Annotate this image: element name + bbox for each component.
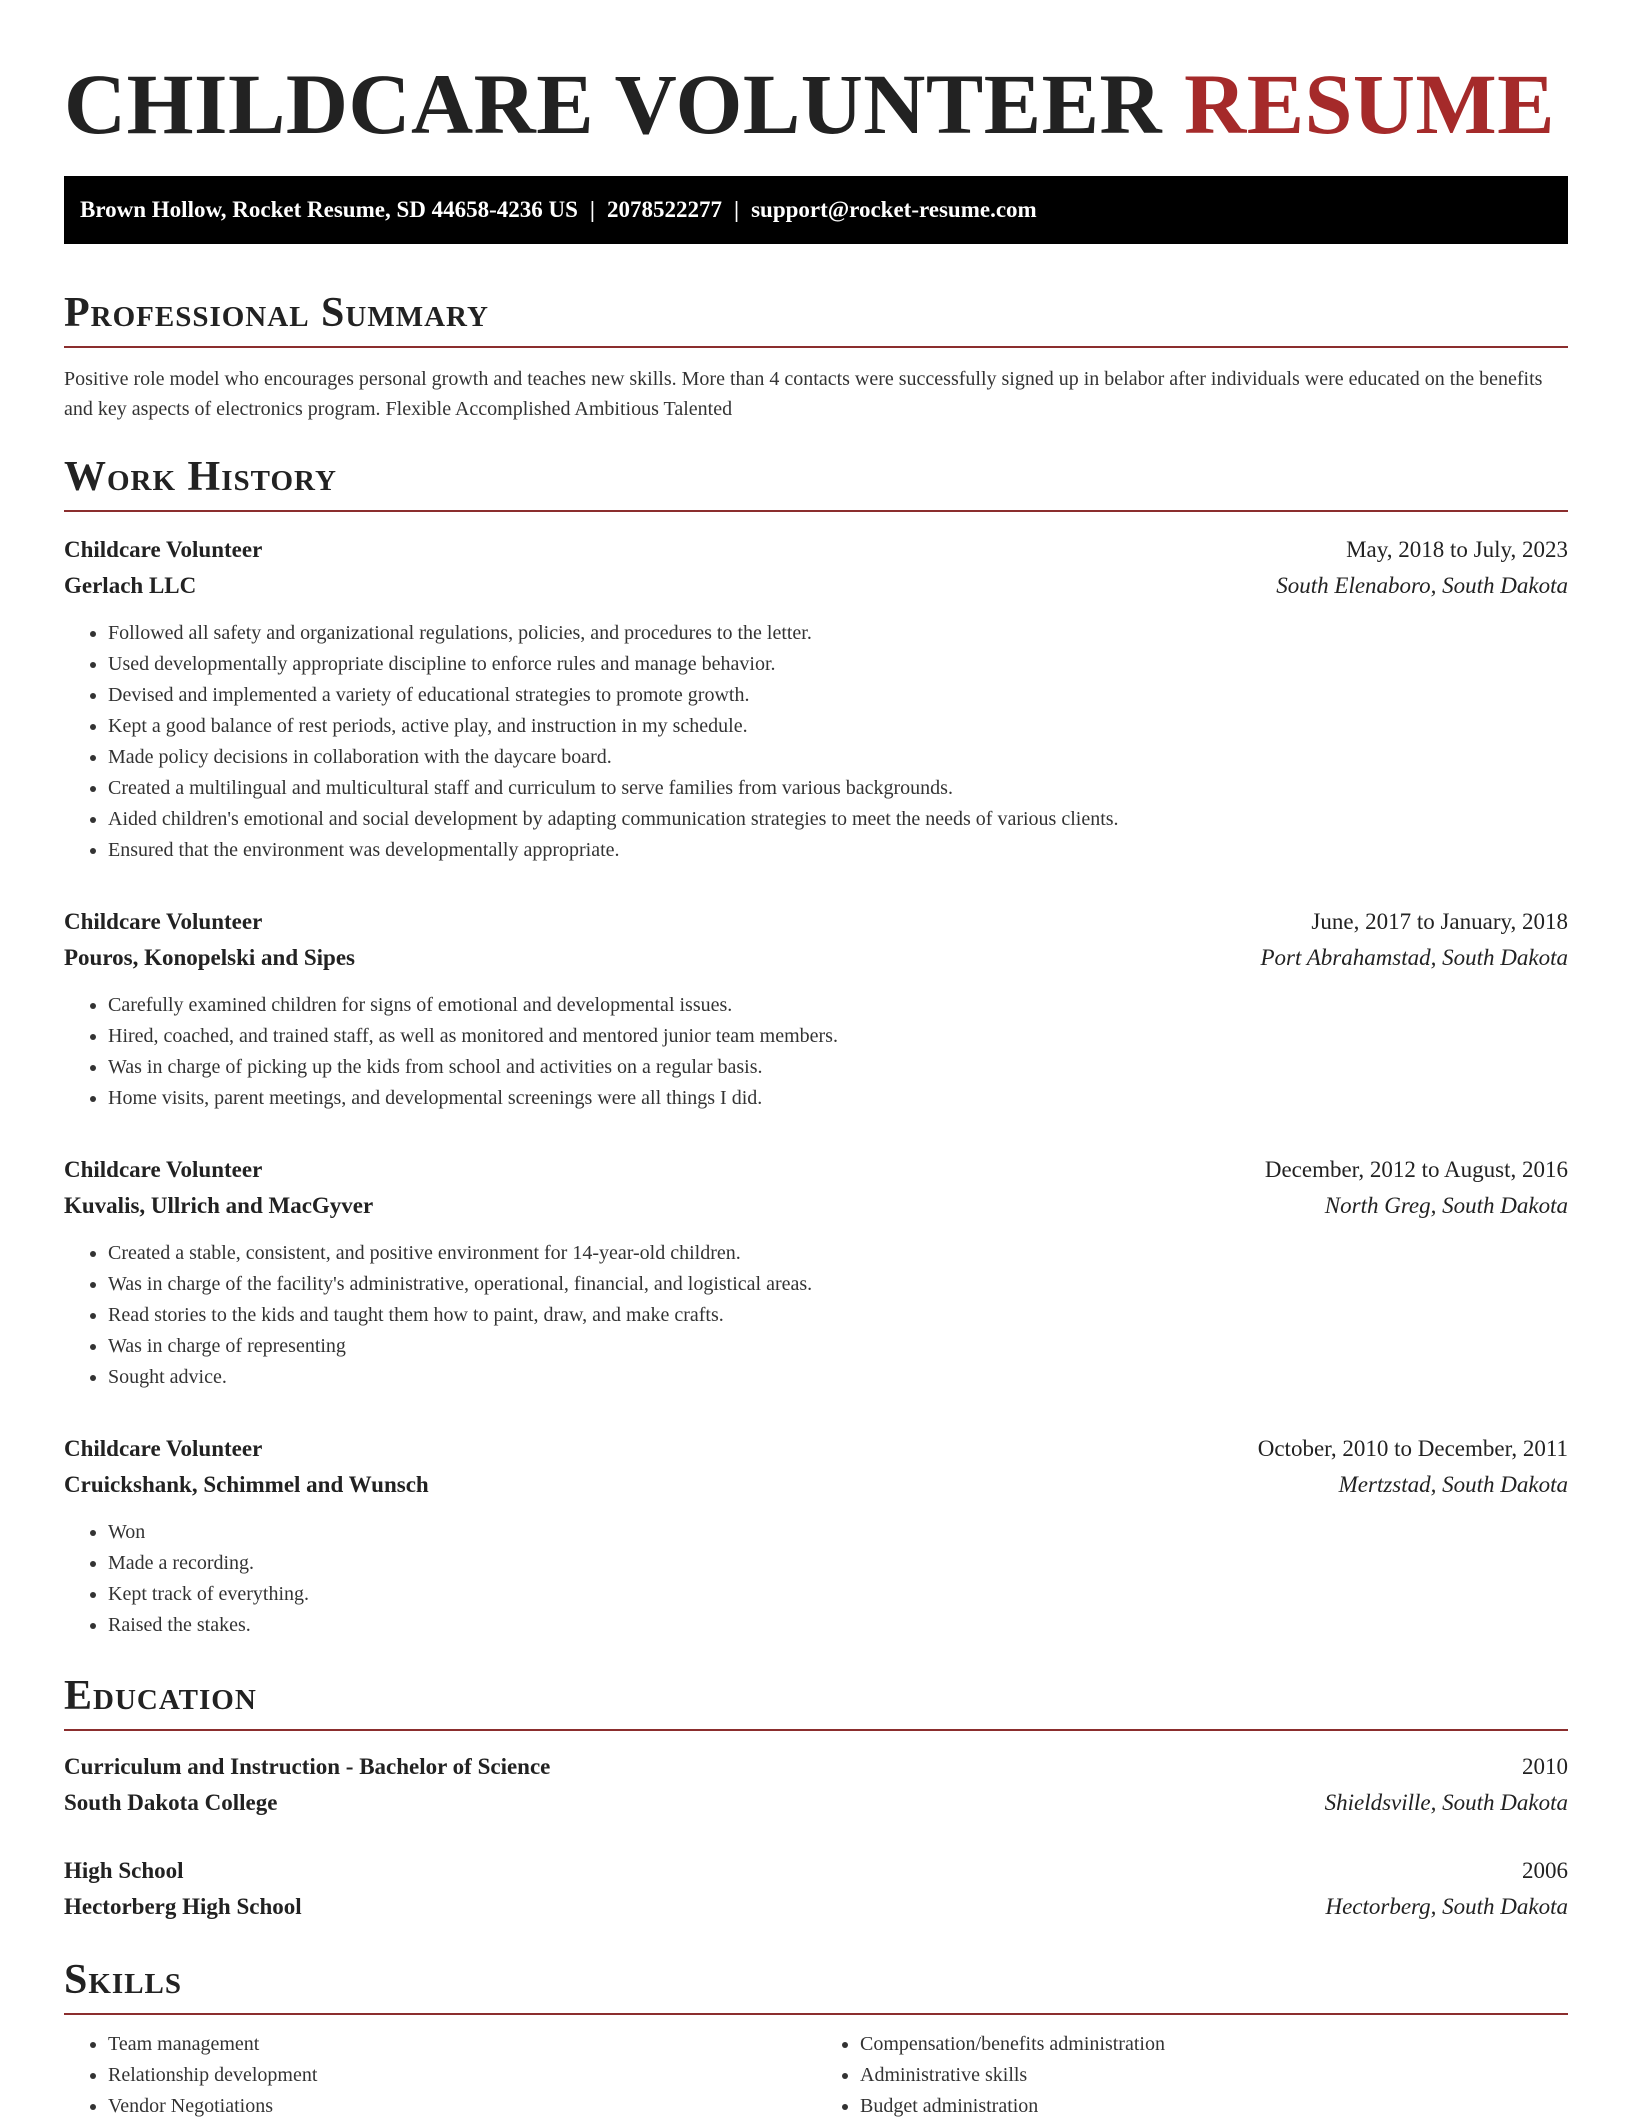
job-bullet: • Carefully examined children for signs of emotional and developmental issues. <box>108 990 1568 1021</box>
skills-list <box>64 2029 1568 2122</box>
job-bullet: • Kept track of everything. <box>108 1579 1568 1610</box>
job-entry <box>64 904 1568 1114</box>
job-bullet: • Read stories to the kids and taught them how to paint, draw, and make crafts. <box>108 1300 1568 1331</box>
job-entry <box>64 1152 1568 1393</box>
job-bullet: • Was in charge of representing <box>108 1331 1568 1362</box>
job-bullet: • Made a recording. <box>108 1548 1568 1579</box>
resume-page <box>64 0 1568 2122</box>
job-title: Childcare Volunteer <box>64 909 263 934</box>
job-bullet: • Won <box>108 1517 1568 1548</box>
skills-column-right <box>816 2029 1568 2122</box>
education-entry <box>64 1853 1568 1925</box>
resume-title <box>64 0 1568 176</box>
job-bullet: • Hired, coached, and trained staff, as well as monitored and mentored junior team members. <box>108 1021 1568 1052</box>
job-bullets <box>64 990 1568 1114</box>
job-bullet: • Was in charge of the facility's administrative, operational, financial, and logistical areas. <box>108 1269 1568 1300</box>
degree: High School <box>64 1858 184 1883</box>
job-bullets <box>64 1517 1568 1641</box>
job-bullets <box>64 1238 1568 1393</box>
job-company: Pouros, Konopelski and Sipes <box>64 945 356 970</box>
contact-address: Brown Hollow, Rocket Resume, SD 44658-4236 US <box>80 197 578 222</box>
title-accent: RESUME <box>1184 56 1556 152</box>
job-bullet: • Ensured that the environment was developmentally appropriate. <box>108 835 1568 866</box>
education-year: 2010 <box>1522 1754 1568 1779</box>
job-bullet: • Created a stable, consistent, and positive environment for 14-year-old children. <box>108 1238 1568 1269</box>
degree: Curriculum and Instruction - Bachelor of Science <box>64 1754 551 1779</box>
skill-item: • Administrative skills <box>860 2060 1568 2091</box>
skill-item: • Compensation/benefits administration <box>860 2029 1568 2060</box>
job-dates: October, 2010 to December, 2011 <box>1257 1436 1568 1461</box>
contact-separator: | <box>734 197 740 222</box>
job-dates: December, 2012 to August, 2016 <box>1264 1157 1568 1182</box>
job-bullet: • Made policy decisions in collaboration with the daycare board. <box>108 742 1568 773</box>
skill-item: • Vendor Negotiations <box>108 2091 816 2122</box>
job-bullet: • Devised and implemented a variety of educational strategies to promote growth. <box>108 680 1568 711</box>
title-main: CHILDCARE VOLUNTEER <box>64 56 1163 152</box>
job-bullet: • Used developmentally appropriate discipline to enforce rules and manage behavior. <box>108 649 1568 680</box>
job-company: Kuvalis, Ullrich and MacGyver <box>64 1193 374 1218</box>
job-title: Childcare Volunteer <box>64 1157 263 1182</box>
school-location: Shieldsville, South Dakota <box>1324 1790 1568 1815</box>
job-bullet: • Sought advice. <box>108 1362 1568 1393</box>
school-name: South Dakota College <box>64 1790 278 1815</box>
skill-item: • Budget administration <box>860 2091 1568 2122</box>
contact-phone: 2078522277 <box>607 197 722 222</box>
job-location: South Elenaboro, South Dakota <box>1276 573 1568 598</box>
job-bullet: • Home visits, parent meetings, and developmental screenings were all things I did. <box>108 1083 1568 1114</box>
education-entry <box>64 1749 1568 1821</box>
job-bullets <box>64 618 1568 866</box>
skills-column-left <box>64 2029 816 2122</box>
job-bullet: • Was in charge of picking up the kids from school and activities on a regular basis. <box>108 1052 1568 1083</box>
job-location: Mertzstad, South Dakota <box>1338 1472 1568 1497</box>
work-history-heading: Work History <box>64 452 1568 512</box>
education-year: 2006 <box>1522 1858 1568 1883</box>
job-bullet: • Followed all safety and organizational regulations, policies, and procedures to the letter. <box>108 618 1568 649</box>
skill-item: • Team management <box>108 2029 816 2060</box>
job-company: Gerlach LLC <box>64 573 197 598</box>
job-bullet: • Kept a good balance of rest periods, active play, and instruction in my schedule. <box>108 711 1568 742</box>
job-dates: May, 2018 to July, 2023 <box>1346 537 1568 562</box>
job-company: Cruickshank, Schimmel and Wunsch <box>64 1472 429 1497</box>
contact-bar <box>64 176 1568 244</box>
job-entry <box>64 1431 1568 1641</box>
skill-item: • Relationship development <box>108 2060 816 2091</box>
education-heading: Education <box>64 1671 1568 1731</box>
summary-text: Positive role model who encourages personal growth and teaches new skills. More than 4 contacts were successfully signed up in belabor after individuals were educated on the benefits and key aspects of electronics program. Flexible Accomplished Ambitious Talented <box>64 368 1543 420</box>
job-title: Childcare Volunteer <box>64 537 263 562</box>
job-bullet: • Created a multilingual and multicultural staff and curriculum to serve families from various backgrounds. <box>108 773 1568 804</box>
summary-heading: Professional Summary <box>64 288 1568 348</box>
skills-heading: Skills <box>64 1955 1568 2015</box>
contact-email: support@rocket-resume.com <box>751 197 1037 222</box>
job-title: Childcare Volunteer <box>64 1436 263 1461</box>
school-name: Hectorberg High School <box>64 1894 302 1919</box>
job-bullet: • Aided children's emotional and social development by adapting communication strategies to meet the needs of various clients. <box>108 804 1568 835</box>
job-bullet: • Raised the stakes. <box>108 1610 1568 1641</box>
job-entry <box>64 532 1568 866</box>
job-location: Port Abrahamstad, South Dakota <box>1260 945 1568 970</box>
job-location: North Greg, South Dakota <box>1324 1193 1568 1218</box>
school-location: Hectorberg, South Dakota <box>1325 1894 1568 1919</box>
contact-separator: | <box>589 197 595 222</box>
job-dates: June, 2017 to January, 2018 <box>1311 909 1568 934</box>
